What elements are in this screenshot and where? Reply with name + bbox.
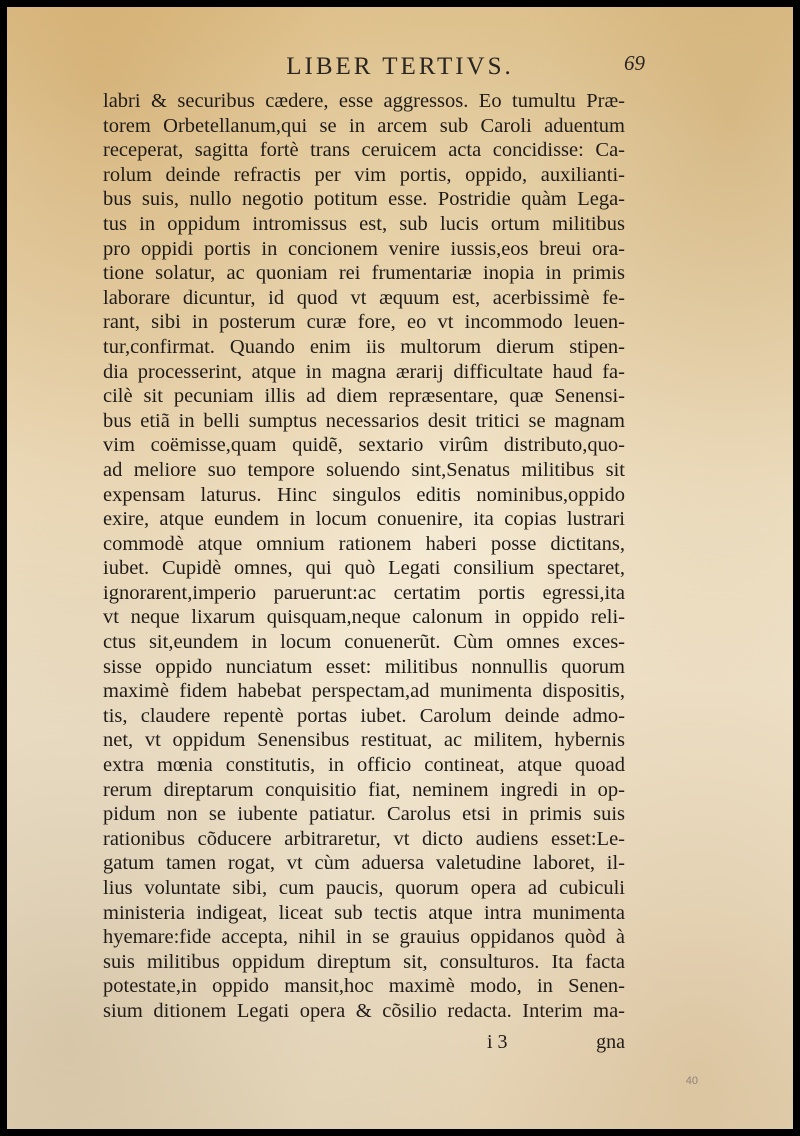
text-line: tur,confirmat. Quando enim iis multorum dierum stipen-: [103, 335, 625, 358]
text-line: suis militibus oppidum direptum sit, consulturos. Ita facta: [103, 950, 625, 973]
text-line: bus etiã in belli sumptus necessarios desit tritici se magnam: [103, 409, 625, 432]
footer-line: [103, 1031, 625, 1057]
signature-mark: i 3: [487, 1031, 508, 1053]
text-line: iubet. Cupidè omnes, qui quò Legati consilium spectaret,: [103, 557, 625, 580]
text-line: tis, claudere repentè portas iubet. Carolum deinde admo-: [103, 704, 625, 727]
text-line: receperat, sagitta fortè trans ceruicem acta concidisse: Ca-: [103, 139, 625, 162]
text-line: sium ditionem Legati opera & cõsilio redacta. Interim ma-: [103, 999, 625, 1022]
text-line: ignorarent,imperio paruerunt:ac certatim portis egressi,ita: [103, 581, 625, 604]
text-line: extra mœnia constitutis, in officio contineat, atque quoad: [103, 754, 625, 777]
text-line: maximè fidem habebat perspectam,ad munimenta dispositis,: [103, 680, 625, 703]
text-line: rationibus cõducere arbitraretur, vt dicto audiens esset:Le-: [103, 827, 625, 850]
text-line: potestate,in oppido mansit,hoc maximè modo, in Senen-: [103, 975, 625, 998]
text-line: vt neque lixarum quisquam,neque calonum in oppido reli-: [103, 606, 625, 629]
text-line: sisse oppido nunciatum esset: militibus nonnullis quorum: [103, 655, 625, 678]
text-line: tus in oppidum intromissus est, sub lucis ortum militibus: [103, 212, 625, 235]
text-line: ad meliore suo tempore soluendo sint,Senatus militibus sit: [103, 458, 625, 481]
book-page: [7, 7, 793, 1129]
text-line: rolum deinde refractis per vim portis, oppido, auxilianti-: [103, 163, 625, 186]
text-line: laborare dicuntur, id quod vt æquum est, acerbissimè fe-: [103, 286, 625, 309]
text-line: dia processerint, atque in magna ærarij difficultate haud fa-: [103, 360, 625, 383]
text-line: cilè sit pecuniam illis ad diem repræsentare, quæ Senensi-: [103, 385, 625, 408]
text-line: net, vt oppidum Senensibus restituat, ac militem, hybernis: [103, 729, 625, 752]
body-text: [103, 89, 625, 1024]
page-number: 69: [624, 51, 645, 75]
text-line: rerum direptarum conquisitio fiat, neminem ingredi in op-: [103, 778, 625, 801]
text-line: pidum non se iubente patiatur. Carolus etsi in primis suis: [103, 803, 625, 826]
text-line: pro oppidi portis in concionem venire iussis,eos breui ora-: [103, 237, 625, 260]
text-line: lius voluntate sibi, cum paucis, quorum opera ad cubiculi: [103, 877, 625, 899]
text-line: ctus sit,eundem in locum conuenerũt. Cùm omnes exces-: [103, 631, 625, 654]
running-title: LIBER TERTIVS.: [286, 53, 514, 80]
text-line: tione solatur, ac quoniam rei frumentariæ inopia in primis: [103, 262, 625, 285]
text-line: torem Orbetellanum,qui se in arcem sub Caroli aduentum: [103, 114, 625, 137]
text-line: exire, atque eundem in locum conuenire, ita copias lustrari: [103, 508, 625, 531]
text-line: rant, sibi in posterum curæ fore, eo vt incommodo leuen-: [103, 311, 625, 334]
text-line: expensam laturus. Hinc singulos editis nominibus,oppido: [103, 483, 625, 506]
text-line: ministeria indigeat, liceat sub tectis atque intra munimenta: [103, 901, 625, 924]
text-line: commodè atque omnium rationem haberi posse dictitans,: [103, 532, 625, 555]
text-line: vim coëmisse,quam quidẽ, sextario virûm distributo,quo-: [103, 434, 625, 457]
text-line: gatum tamen rogat, vt cùm aduersa valetudine laboret, il-: [103, 852, 625, 875]
text-line: labri & securibus cædere, esse aggressos. Eo tumultu Præ-: [103, 90, 625, 112]
text-line: bus suis, nullo negotio potitum esse. Postridie quàm Lega-: [103, 188, 625, 211]
page-header: [7, 51, 793, 87]
catchword: gna: [596, 1031, 625, 1053]
text-line: hyemare:fide accepta, nihil in se grauius oppidanos quòd à: [103, 926, 625, 949]
pencil-note: 40: [685, 1075, 698, 1087]
